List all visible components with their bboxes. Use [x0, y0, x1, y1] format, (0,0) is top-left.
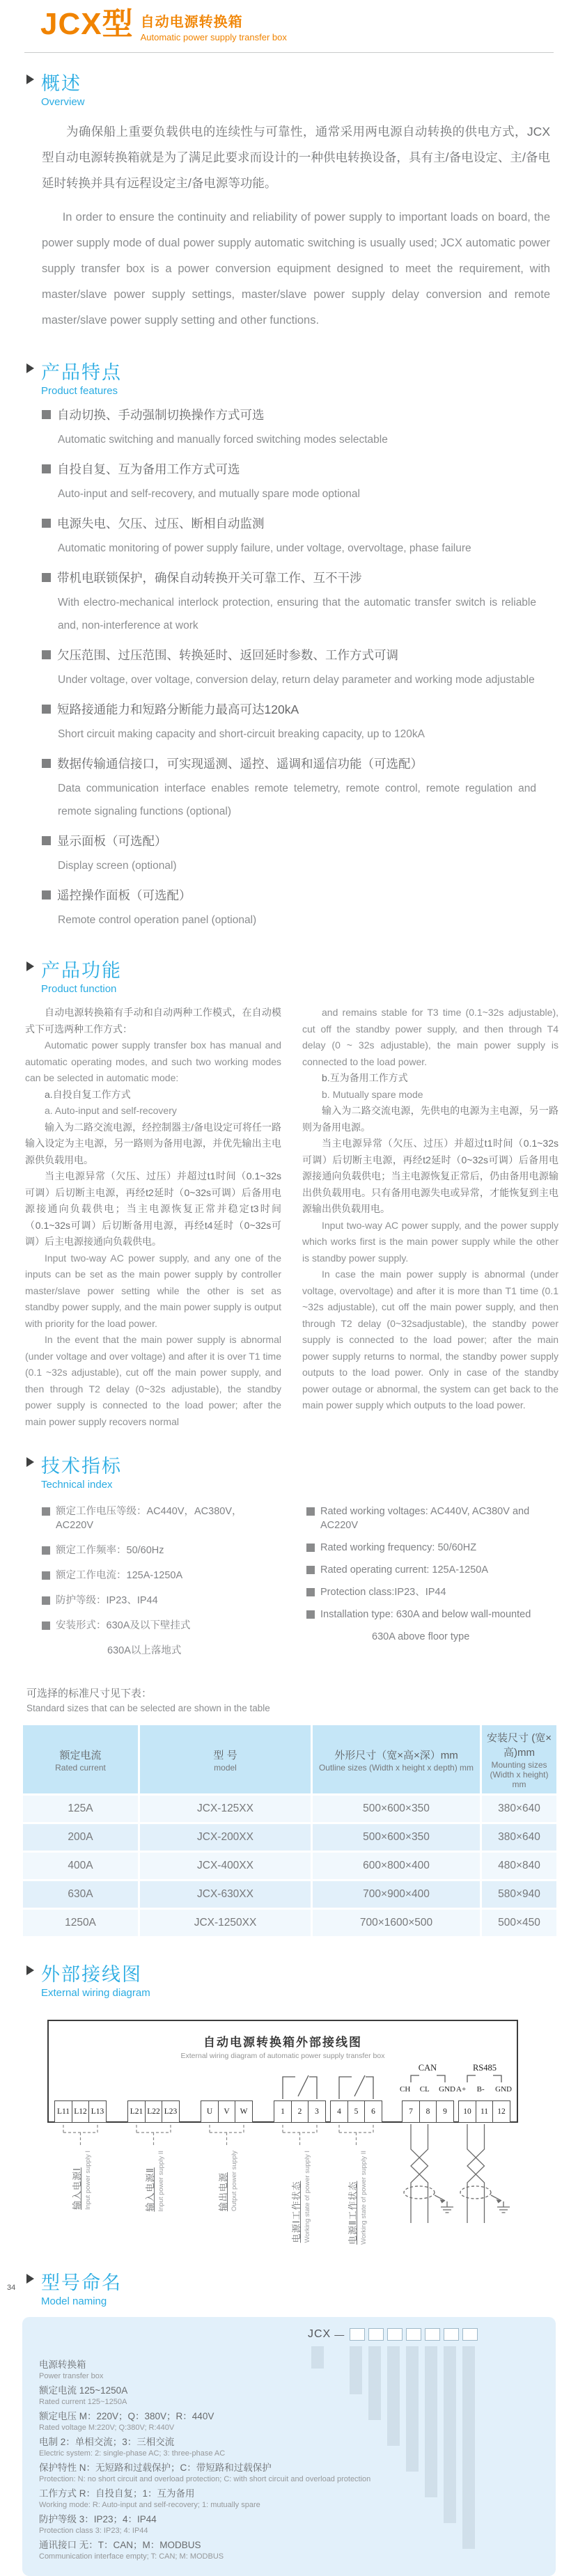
section-title-en: Product function [41, 983, 117, 995]
terminal: W [235, 2100, 253, 2123]
spec-item: 630A above floor type [372, 1631, 470, 1642]
table-header-row [23, 1725, 556, 1793]
feature-item [42, 568, 543, 637]
cell-rated-current: 400A [23, 1853, 138, 1879]
naming-heading [26, 2268, 578, 2307]
cell-model: JCX-1250XX [140, 1910, 311, 1936]
wiring-diagram [43, 2013, 531, 2258]
bullet-square-icon [306, 1588, 315, 1596]
bullet-square-icon [42, 836, 51, 845]
wiring-title-en: External wiring diagram of automatic power supply transfer box [180, 2052, 385, 2060]
feature-item [42, 514, 543, 560]
spec-item: Rated operating current: 125A-1250A [306, 1563, 550, 1577]
pin-label: B- [476, 2085, 485, 2094]
naming-row [39, 2462, 542, 2488]
bullet-square-icon [306, 1507, 315, 1516]
bullet-square-icon [306, 1544, 315, 1552]
terminal-group-state2 [330, 2100, 382, 2123]
code-box [425, 2328, 440, 2341]
cell-mounting-size: 380×640 [482, 1824, 556, 1851]
bullet-square-icon [42, 759, 51, 768]
table-header-cell: 安装尺寸 (宽×高)mm Mounting sizes (Width x height) mm [482, 1725, 556, 1793]
function-paragraph: 输入为二路交流电源，先供电的电源为主电源，另一路则为备用电源。 [302, 1105, 559, 1133]
section-title-cn: 外部接线图 [41, 1964, 142, 1985]
model-code-dash: — [334, 2329, 345, 2340]
product-model-title: JCX型 [40, 7, 134, 41]
function-paragraph: a.自投自复工作方式 [45, 1088, 131, 1100]
code-box [406, 2328, 421, 2341]
cell-model: JCX-125XX [140, 1796, 311, 1822]
naming-row [39, 2436, 542, 2462]
sizes-intro-en: Standard sizes that can be selected are shown in the table [26, 1703, 270, 1713]
terminal: 7 [402, 2100, 420, 2123]
naming-row [39, 2488, 542, 2513]
cell-outline-size: 500×600×350 [313, 1824, 480, 1851]
feature-item [42, 754, 543, 823]
terminal-group-rs485 [458, 2100, 510, 2123]
cell-model: JCX-200XX [140, 1824, 311, 1851]
bullet-square-icon [42, 573, 51, 582]
spec-item: Rated working voltages: AC440V, AC380V and AC220V [306, 1505, 550, 1532]
naming-row [39, 2359, 542, 2385]
wiring-group-label: 输入电源Ⅰ Input power supply I [72, 2151, 92, 2210]
product-title-cn: 自动电源转换箱 [140, 15, 243, 30]
section-features [0, 357, 578, 932]
feature-text-en: Automatic switching and manually forced switching modes selectable [58, 434, 388, 446]
function-paragraph: 当主电源异常（欠压、过压）并超过t1时间（0.1~32s可调）后切断主电源，再经t2延时（0~32s可调）后备用电源接通向负载供电；当主电源恢复正常后，仍由备用电源输出供负载用电。只有备用电源失电或异常，才能恢复到主电源输出供负载用电。 [302, 1138, 559, 1214]
table-row [23, 1796, 556, 1822]
feature-text-cn: 自动切换、手动强制切换操作方式可选 [42, 405, 543, 425]
terminal: V [218, 2100, 236, 2123]
feature-text-en: Short circuit making capacity and short-circuit breaking capacity, up to 120kA [58, 728, 425, 740]
cell-model: JCX-630XX [140, 1881, 311, 1908]
terminal: U [201, 2100, 219, 2123]
naming-row-cn: 工作方式 R：自投自复；1：互为备用 [39, 2488, 195, 2499]
naming-row-en: Power transfer box [39, 2372, 104, 2380]
code-box [368, 2328, 384, 2341]
naming-row-en: Communication interface empty; T: CAN; M: MODBUS [39, 2552, 224, 2561]
bullet-square-icon [306, 1610, 315, 1619]
can-bus-label: CAN [418, 2063, 437, 2073]
cell-outline-size: 500×600×350 [313, 1796, 480, 1822]
cell-rated-current: 125A [23, 1796, 138, 1822]
table-row [23, 1881, 556, 1908]
bullet-square-icon [42, 890, 51, 900]
bullet-square-icon [42, 464, 51, 473]
table-header-cell: 型 号 model [140, 1725, 311, 1793]
terminal: 2 [291, 2100, 309, 2123]
bullet-square-icon [42, 1621, 50, 1630]
terminal: L12 [72, 2100, 90, 2123]
naming-row-cn: 额定电流 125~1250A [39, 2385, 128, 2396]
spec-item: 额定工作电压等级：AC440V，AC380V，AC220V [42, 1505, 279, 1532]
wiring-group-label: 输出电源 Output power supply [218, 2151, 238, 2212]
terminal: 9 [436, 2100, 454, 2123]
terminal: 6 [364, 2100, 382, 2123]
table-row [23, 1910, 556, 1936]
table-row [23, 1853, 556, 1879]
feature-item [42, 700, 543, 746]
page-number: 34 [7, 2284, 16, 2292]
spec-item: 额定工作电流：125A-1250A [42, 1569, 279, 1582]
function-paragraph: a. Auto-input and self-recovery [45, 1105, 177, 1116]
cell-rated-current: 1250A [23, 1910, 138, 1936]
section-title-en: Product features [41, 385, 118, 397]
section-title-en: External wiring diagram [41, 1987, 150, 1999]
spec-columns [42, 1505, 578, 1669]
naming-row-en: Protection: N: no short circuit and overload protection; C: with short circuit and overload protection [39, 2475, 371, 2483]
naming-row-cn: 电制 2：单相交流；3：三相交流 [39, 2437, 175, 2447]
wiring-group-label: 电源Ⅰ工作状态 Working state of power supply I [291, 2151, 311, 2243]
cell-outline-size: 700×1600×500 [313, 1910, 480, 1936]
code-box [387, 2328, 403, 2341]
feature-text-cn: 欠压范围、过压范围、转换延时、返回延时参数、工作方式可调 [42, 645, 543, 665]
function-column-right [302, 1005, 559, 1430]
feature-text-en: Automatic monitoring of power supply failure, under voltage, overvoltage, phase failure [58, 542, 471, 554]
bullet-square-icon [42, 1571, 50, 1580]
function-paragraph: b.互为备用工作方式 [322, 1072, 408, 1083]
naming-row-cn: 防护等级 3：IP23；4：IP44 [39, 2514, 157, 2524]
section-title-en: Overview [41, 96, 85, 108]
can-pin-labels [400, 2085, 455, 2094]
cell-rated-current: 200A [23, 1824, 138, 1851]
naming-row [39, 2539, 542, 2565]
terminal: L13 [88, 2100, 107, 2123]
cell-mounting-size: 380×640 [482, 1796, 556, 1822]
spec-item: Installation type: 630A and below wall-mounted [306, 1608, 550, 1621]
spec-item: 防护等级：IP23、IP44 [42, 1594, 279, 1608]
bullet-square-icon [42, 1507, 50, 1516]
model-code-prefix: JCX [308, 2328, 331, 2340]
section-overview [0, 68, 578, 333]
code-box [444, 2328, 459, 2341]
product-title-block [141, 10, 287, 42]
wiring-heading [26, 1959, 578, 1999]
feature-text-cn: 电源失电、欠压、过压、断相自动监测 [42, 514, 543, 533]
cell-mounting-size: 500×450 [482, 1910, 556, 1936]
feature-text-en: Data communication interface enables remote telemetry, remote control, remote regulation and remote signaling functions (optional) [58, 783, 536, 817]
spec-item: Rated working frequency: 50/60HZ [306, 1541, 550, 1555]
terminal-group-can [402, 2100, 454, 2123]
triangle-icon [26, 1965, 34, 1975]
terminal: 4 [330, 2100, 348, 2123]
feature-item [42, 886, 543, 932]
section-wiring [0, 1959, 578, 2258]
section-naming [0, 2268, 578, 2576]
cell-outline-size: 700×900×400 [313, 1881, 480, 1908]
section-function [0, 955, 578, 1430]
naming-row-cn: 额定电压 M：220V；Q：380V；R：440V [39, 2411, 214, 2421]
feature-item [42, 405, 543, 451]
section-title-cn: 概述 [41, 73, 81, 94]
cell-mounting-size: 580×940 [482, 1881, 556, 1908]
naming-row [39, 2513, 542, 2539]
function-paragraph: Input two-way AC power supply, and any one of the inputs can be set as the main power supply by controller master/slave power setting while the other is set as standby power supply, and the main power supply is output with priority for the load power. [25, 1252, 281, 1329]
header-divider [24, 52, 554, 53]
spec-item: 630A以上落地式 [107, 1645, 182, 1656]
wiring-group-label: 输入电源Ⅱ Input power supply II [145, 2151, 165, 2212]
overview-heading [26, 68, 578, 108]
pin-label: A+ [456, 2085, 467, 2094]
function-paragraph: and remains stable for T3 time (0.1~32s adjustable), cut off the standby power supply, and then through T4 delay (0 ~ 32s adjustable), the main power supply is connected to the load power. [302, 1007, 559, 1067]
naming-rows [39, 2359, 542, 2565]
pin-label: GND [439, 2085, 455, 2094]
feature-text-en: Auto-input and self-recovery, and mutually spare mode optional [58, 488, 360, 500]
triangle-icon [26, 1457, 34, 1467]
overview-paragraph-en: In order to ensure the continuity and reliability of power supply to important loads on board, the power supply mode of dual power supply automatic switching is usually used; JCX automatic power supply transfer box is a power conversion equipment designed to meet the requirement, with master/slave power supply settings, master/slave power supply delay conversion and remote master/slave power supply setting and other functions. [42, 211, 550, 327]
code-box [462, 2328, 478, 2341]
features-list [42, 405, 543, 932]
pin-label: CH [400, 2085, 411, 2094]
section-title-en: Model naming [41, 2295, 107, 2307]
bullet-square-icon [42, 410, 51, 419]
bullet-square-icon [42, 650, 51, 659]
spec-item: 额定工作频率：50/60Hz [42, 1544, 279, 1557]
naming-row-en: Working mode: R: Auto-input and self-recovery; 1: mutually spare [39, 2501, 260, 2509]
bullet-square-icon [42, 1596, 50, 1605]
feature-item [42, 460, 543, 505]
feature-item [42, 645, 543, 691]
code-box [350, 2328, 365, 2341]
section-title-cn: 技术指标 [41, 1456, 122, 1477]
triangle-icon [26, 363, 34, 373]
terminal: L21 [127, 2100, 146, 2123]
naming-row-cn: 通讯接口 无：T：CAN；M：MODBUS [39, 2540, 201, 2550]
naming-row [39, 2385, 542, 2410]
triangle-icon [26, 74, 34, 84]
spec-list-cn [42, 1505, 279, 1669]
cell-mounting-size: 480×840 [482, 1853, 556, 1879]
bullet-square-icon [306, 1566, 315, 1574]
terminal: L22 [145, 2100, 163, 2123]
wiring-title-cn: 自动电源转换箱外部接线图 [203, 2036, 362, 2049]
feature-text-cn: 显示面板（可选配） [42, 831, 543, 851]
section-title-cn: 产品特点 [41, 362, 122, 383]
rs485-bus-label: RS485 [472, 2063, 497, 2073]
naming-row-en: Protection class 3: IP23; 4: IP44 [39, 2527, 148, 2535]
table-body [23, 1796, 556, 1936]
bullet-square-icon [42, 705, 51, 714]
bullet-square-icon [42, 519, 51, 528]
sizes-intro-cn: 可选择的标准尺寸见下表： [26, 1688, 153, 1699]
triangle-icon [26, 961, 34, 971]
naming-row [39, 2410, 542, 2436]
terminal-group-output [201, 2100, 253, 2123]
feature-text-en: Remote control operation panel (optional) [58, 914, 257, 926]
naming-row-cn: 保护特性 N：无短路和过载保护；C：带短路和过载保护 [39, 2463, 272, 2473]
feature-text-cn: 自投自复、互为备用工作方式可选 [42, 460, 543, 479]
feature-text-cn: 数据传输通信接口，可实现遥测、遥控、遥调和遥信功能（可选配） [42, 754, 543, 773]
cell-model: JCX-400XX [140, 1853, 311, 1879]
rs485-pin-labels [456, 2085, 512, 2094]
bullet-square-icon [42, 1546, 50, 1555]
model-naming-panel [22, 2317, 556, 2576]
function-paragraph: b. Mutually spare mode [322, 1088, 423, 1100]
terminal: 1 [274, 2100, 292, 2123]
technical-heading [26, 1451, 578, 1491]
terminal-group-input2 [127, 2100, 180, 2123]
function-paragraph: Input two-way AC power supply, and the power supply which works first is the main power supply while the other is standby power supply. [302, 1219, 559, 1264]
page-header [0, 0, 578, 42]
naming-row-cn: 电源转换箱 [39, 2359, 86, 2370]
function-paragraph: 自动电源转换箱有手动和自动两种工作模式，在自动模式下可选两种工作方式： [25, 1007, 281, 1035]
overview-paragraph-cn: 为确保船上重要负载供电的连续性与可靠性，通常采用两电源自动转换的供电方式，JCX型自动电源转换箱就是为了满足此要求而设计的一种供电转换设备，具有主/备电设定、主/备电延时转换并具有远程设定主/备电源等功能。 [42, 125, 550, 190]
sizes-intro [26, 1686, 578, 1713]
section-title-cn: 产品功能 [41, 960, 122, 981]
product-title-en: Automatic power supply transfer box [140, 32, 287, 42]
feature-item [42, 831, 543, 877]
function-columns [25, 1005, 578, 1430]
feature-text-cn: 遥控操作面板（可选配） [42, 886, 543, 905]
function-paragraph: 输入为二路交流电源，经控制器主/备电设定可将任一路输入设定为主电源，另一路则为备用电源，并优先输出主电源供负载用电。 [25, 1121, 281, 1165]
section-technical [0, 1451, 578, 1669]
feature-text-cn: 短路接通能力和短路分断能力最高可达120kA [42, 700, 543, 719]
pin-label: GND [495, 2085, 512, 2094]
model-code [308, 2328, 478, 2341]
naming-row-en: Electric system: 2: single-phase AC; 3: three-phase AC [39, 2449, 226, 2458]
features-heading [26, 357, 578, 397]
cell-rated-current: 630A [23, 1881, 138, 1908]
terminal-group-state1 [274, 2100, 326, 2123]
terminal: 5 [347, 2100, 366, 2123]
terminal: L23 [162, 2100, 180, 2123]
terminal-group-input1 [54, 2100, 107, 2123]
feature-text-en: With electro-mechanical interlock protection, ensuring that the automatic transfer switch is reliable and, non-interference at work [58, 597, 536, 631]
function-heading [26, 955, 578, 995]
function-column-left [25, 1005, 281, 1430]
cell-outline-size: 600×800×400 [313, 1853, 480, 1879]
table-header-cell: 外形尺寸（宽×高×深）mm Outline sizes (Width x height x depth) mm [313, 1725, 480, 1793]
terminal: 8 [419, 2100, 437, 2123]
terminal: L11 [54, 2100, 72, 2123]
triangle-icon [26, 2274, 34, 2284]
table-row [23, 1824, 556, 1851]
sizes-table [21, 1723, 559, 1938]
terminal: 12 [492, 2100, 510, 2123]
terminal: 10 [458, 2100, 476, 2123]
section-title-en: Technical index [41, 1479, 113, 1491]
spec-item: 安装形式：630A及以下壁挂式 [42, 1619, 279, 1633]
function-paragraph: Automatic power supply transfer box has manual and automatic operating modes, and such two working modes can be selected in automatic mode: [25, 1039, 281, 1083]
feature-text-en: Under voltage, over voltage, conversion delay, return delay parameter and working mode adjustable [58, 674, 535, 686]
function-paragraph: In the event that the main power supply is abnormal (under voltage and over voltage) and after it is over T1 time (0.1 ~32s adjustable), cut off the main power supply, and then through T2 delay (0~32s adjustable), the standby power supply is connected to the load power; after the main power supply recovers normal [25, 1334, 281, 1427]
spec-list-en [306, 1505, 550, 1669]
table-header-cell: 额定电流 Rated current [23, 1725, 138, 1793]
feature-text-en: Display screen (optional) [58, 860, 177, 872]
terminal: 3 [308, 2100, 326, 2123]
terminal: 11 [476, 2100, 494, 2123]
spec-item: Protection class:IP23、IP44 [306, 1585, 550, 1599]
section-title-cn: 型号命名 [41, 2272, 122, 2293]
function-paragraph: 当主电源异常（欠压、过压）并超过t1时间（0.1~32s可调）后切断主电源，再经t2延时（0~32s可调）后备用电源接通向负载供电；当主电源恢复正常并稳定t3时间（0.1~32s可调）后切断备用电源，再经t4延时（0~32s可调）后主电源接通向负载供电。 [25, 1170, 281, 1247]
feature-text-cn: 带机电联锁保护，确保自动转换开关可靠工作、互不干涉 [42, 568, 543, 588]
naming-row-en: Rated voltage M:220V; Q:380V; R:440V [39, 2424, 175, 2432]
naming-row-en: Rated current 125~1250A [39, 2398, 127, 2406]
terminal-strip [47, 2100, 510, 2123]
wiring-group-label: 电源Ⅱ工作状态 Working state of power supply II [347, 2151, 368, 2245]
function-paragraph: In case the main power supply is abnormal (under voltage, overvoltage) and after it is more than T1 time (0.1 ~32s adjustable), cut off the main power supply, and then through T2 delay (0~32sadjustable), the standby power supply is connected to the load power; after the main power supply returns to normal, the standby power supply outputs to the load power. Only in case of the standby power outage or abnormal, the system can get back to the main power supply which outputs to the load power. [302, 1269, 559, 1411]
pin-label: CL [419, 2085, 430, 2094]
